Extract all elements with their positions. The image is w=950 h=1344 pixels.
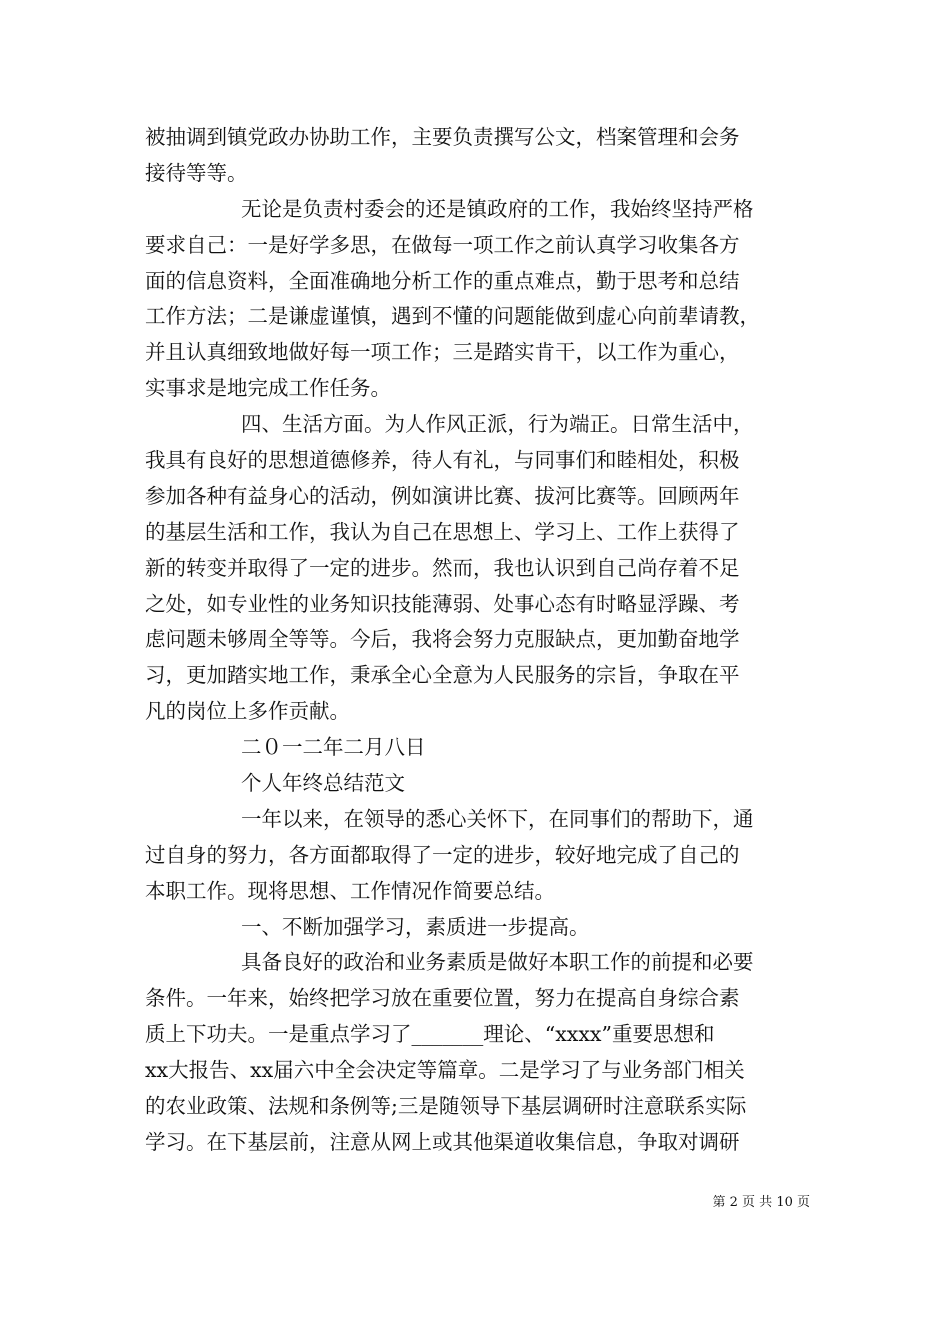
- text-line: 并且认真细致地做好每一项工作；三是踏实肯干，以工作为重心，: [145, 340, 740, 365]
- text-line: 无论是负责村委会的还是镇政府的工作，我始终坚持严格: [241, 196, 754, 221]
- text-line: 本职工作。现将思想、工作情况作简要总结。: [145, 878, 555, 903]
- section-title: 个人年终总结范文: [241, 771, 405, 796]
- text-line: 具备良好的政治和业务素质是做好本职工作的前提和必要: [241, 950, 754, 975]
- text-line: 工作方法；二是谦虚谨慎，遇到不懂的问题能做到虚心向前辈请教，: [145, 304, 760, 329]
- text-line: 一年以来，在领导的悉心关怀下，在同事们的帮助下，通: [241, 806, 754, 831]
- text-line: 实事求是地完成工作任务。: [145, 376, 391, 401]
- text-line: 学习。在下基层前，注意从网上或其他渠道收集信息，争取对调研: [145, 1129, 740, 1154]
- text-line: 的基层生活和工作，我认为自己在思想上、学习上、工作上获得了: [145, 519, 740, 544]
- text-line: 参加各种有益身心的活动，例如演讲比赛、拔河比赛等。回顾两年: [145, 483, 740, 508]
- text-line: 之处，如专业性的业务知识技能薄弱、处事心态有时略显浮躁、考: [145, 591, 740, 616]
- text-line: 四、生活方面。为人作风正派，行为端正。日常生活中，: [241, 412, 754, 437]
- page-number-footer: 第 2 页 共 10 页: [712, 1195, 810, 1210]
- text-line: 面的信息资料，全面准确地分析工作的重点难点，勤于思考和总结: [145, 268, 740, 293]
- text-line: 凡的岗位上多作贡献。: [145, 699, 350, 724]
- body-text: [145, 120, 810, 1161]
- text-line: xx大报告、xx届六中全会决定等篇章。二是学习了与业务部门相关: [145, 1058, 745, 1083]
- text-line: 质上下功夫。一是重点学习了_______理论、“xxxx”重要思想和: [145, 1022, 715, 1047]
- text-line: 的农业政策、法规和条例等;三是随领导下基层调研时注意联系实际: [145, 1094, 747, 1119]
- text-line: 要求自己：一是好学多思，在做每一项工作之前认真学习收集各方: [145, 232, 740, 257]
- section-heading: 一、不断加强学习，素质进一步提高。: [241, 914, 590, 939]
- text-line: 条件。一年来，始终把学习放在重要位置，努力在提高自身综合素: [145, 986, 740, 1011]
- date-line: 二０一二年二月八日: [241, 735, 426, 760]
- text-line: 虑问题未够周全等等。今后，我将会努力克服缺点，更加勤奋地学: [145, 627, 740, 652]
- text-line: 习，更加踏实地工作，秉承全心全意为人民服务的宗旨，争取在平: [145, 663, 740, 688]
- text-line: 过自身的努力，各方面都取得了一定的进步，较好地完成了自己的: [145, 842, 740, 867]
- text-line: 我具有良好的思想道德修养，待人有礼，与同事们和睦相处，积极: [145, 448, 740, 473]
- text-line: 接待等等。: [145, 160, 248, 185]
- text-line: 新的转变并取得了一定的进步。然而，我也认识到自己尚存着不足: [145, 555, 740, 580]
- text-line: 被抽调到镇党政办协助工作，主要负责撰写公文，档案管理和会务: [145, 125, 740, 149]
